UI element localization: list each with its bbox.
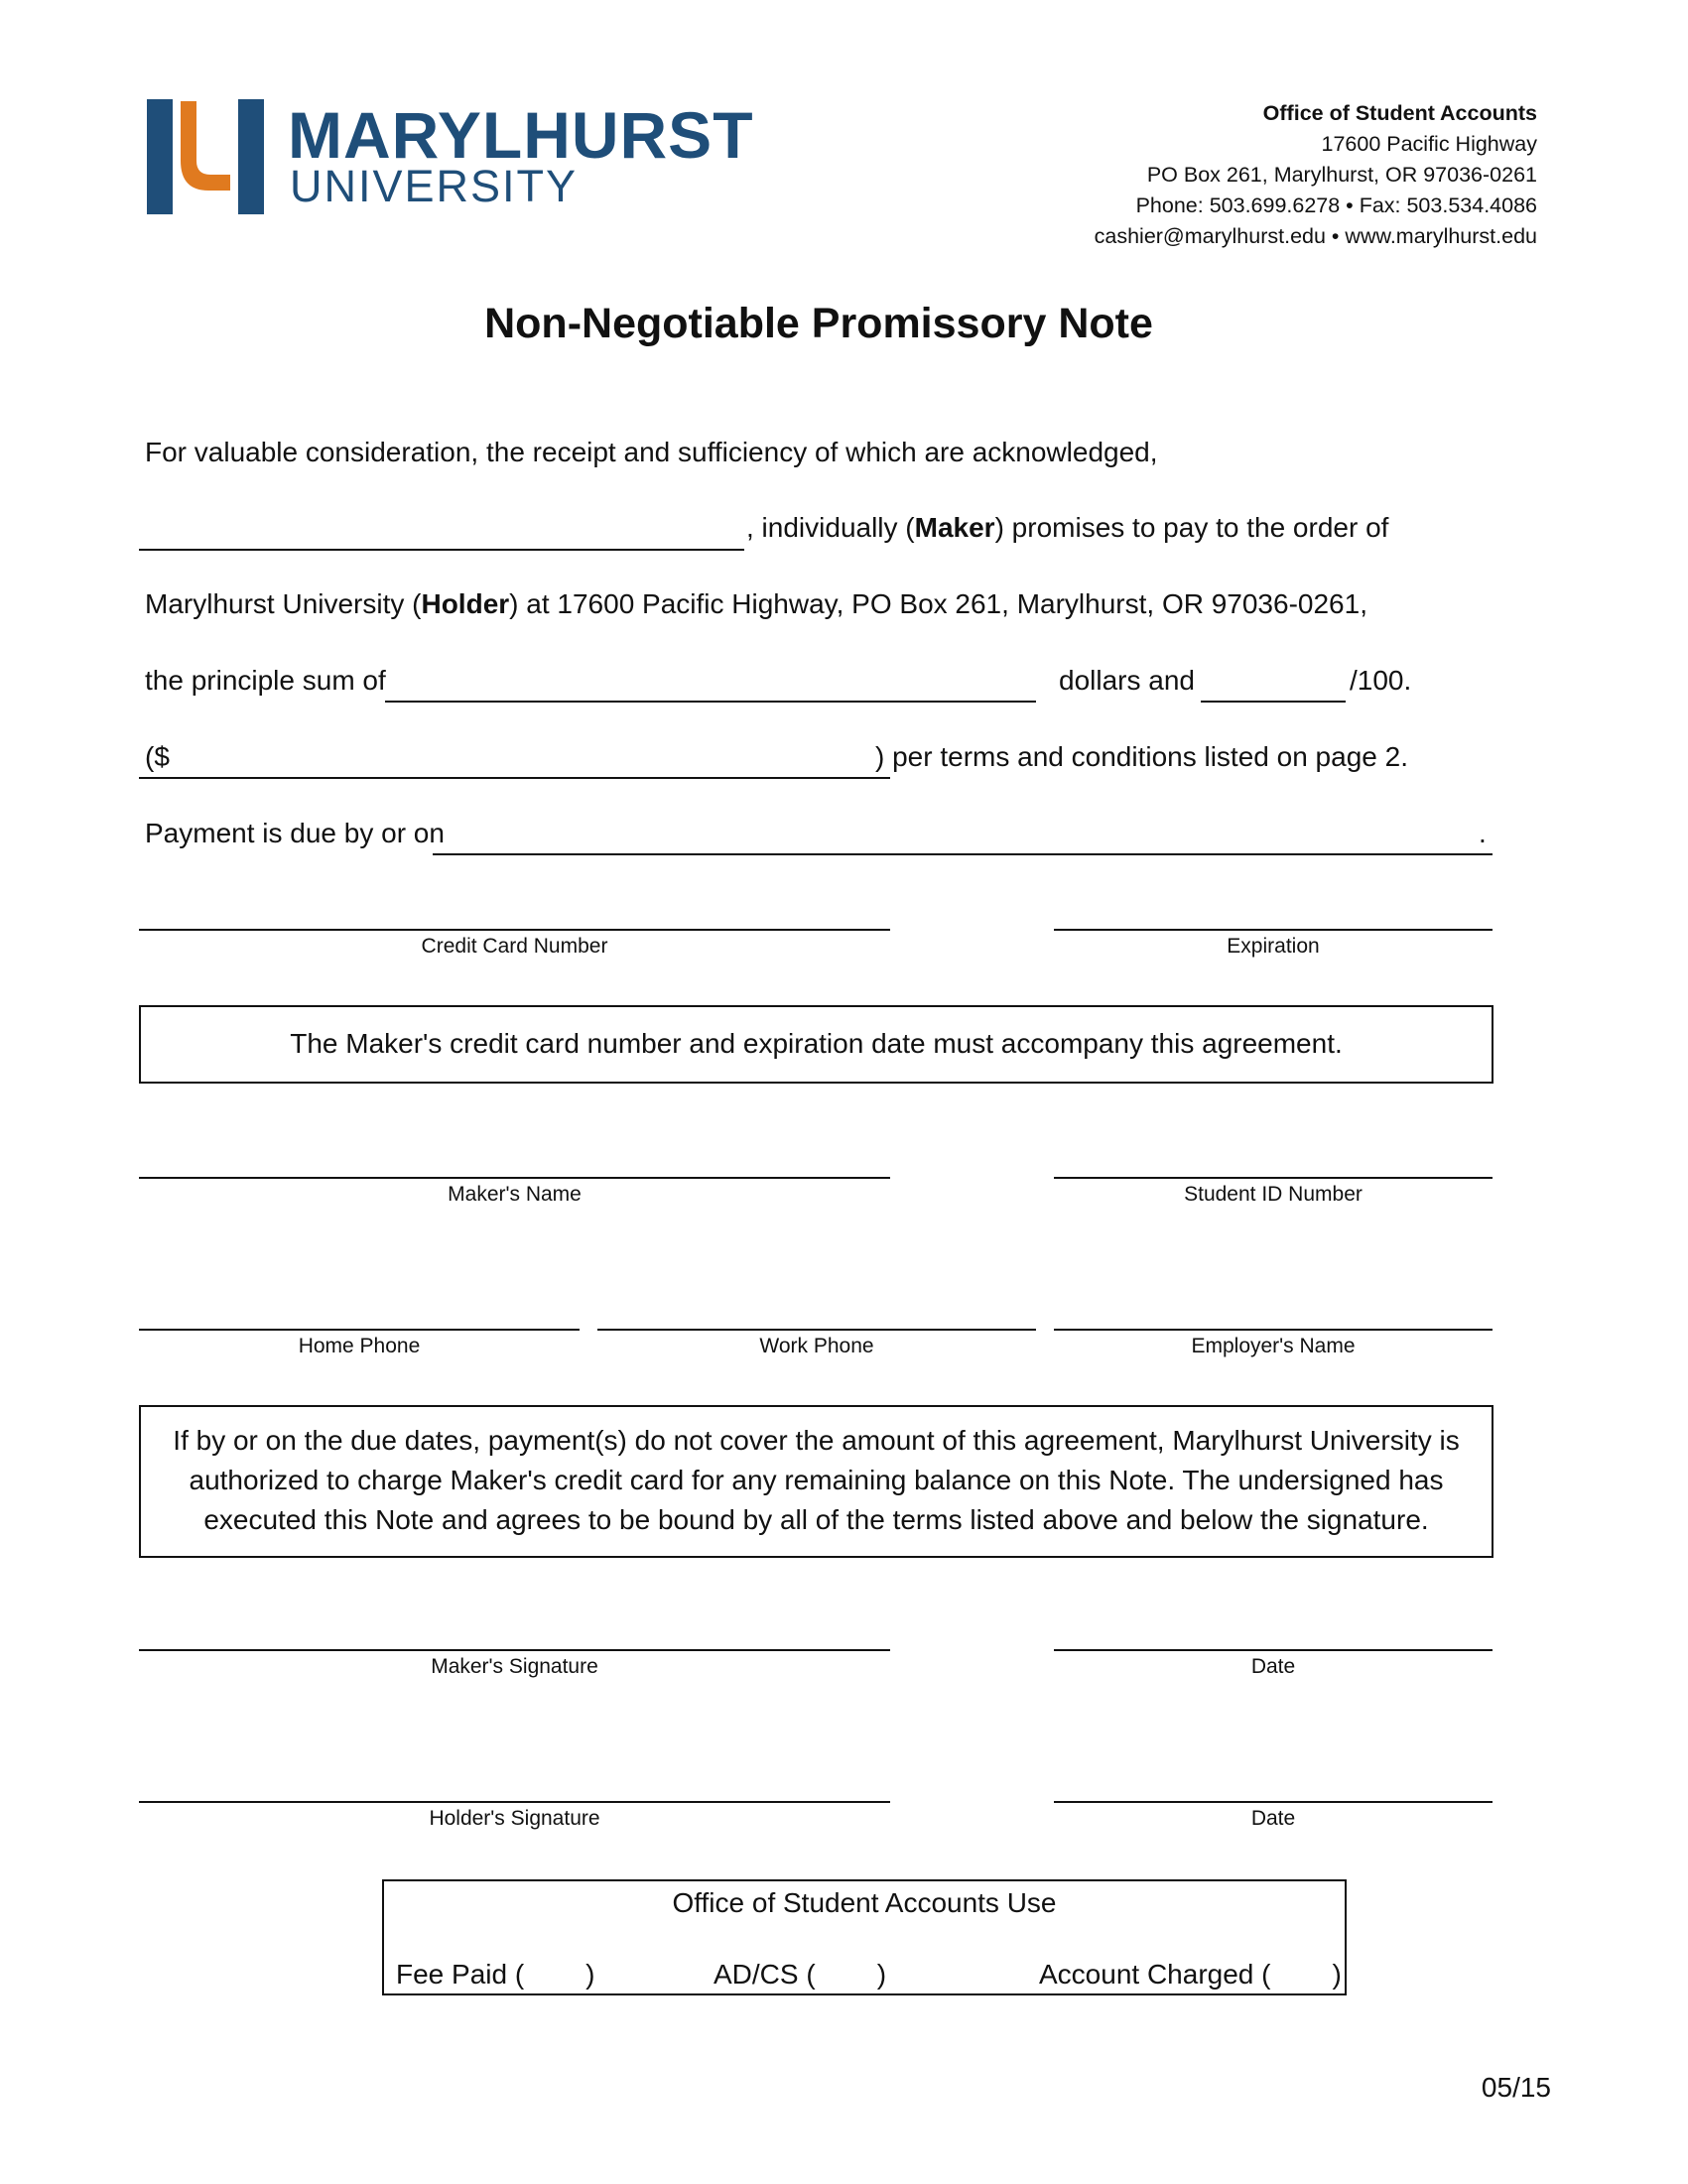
due-date-blank[interactable] — [433, 853, 1493, 855]
amount-open-label: ($ — [145, 741, 170, 772]
principal-sum-blank[interactable] — [385, 701, 1036, 703]
due-date-period: . — [1479, 818, 1487, 848]
cents-blank[interactable] — [1201, 701, 1346, 703]
credit-card-number-line[interactable] — [139, 929, 890, 931]
student-id-label: Student ID Number — [1184, 1183, 1363, 1206]
body-line-2: , individually (Maker) promises to pay to the order of — [746, 512, 1389, 543]
makers-date-line[interactable] — [1054, 1649, 1493, 1651]
home-phone-label: Home Phone — [298, 1335, 421, 1357]
office-use-title: Office of Student Accounts Use — [672, 1887, 1057, 1918]
authorization-notice-box — [139, 1405, 1493, 1558]
office-email-web: cashier@marylhurst.edu • www.marylhurst.edu — [1094, 224, 1537, 248]
cents-suffix: /100. — [1350, 665, 1412, 696]
office-name: Office of Student Accounts — [1262, 101, 1537, 125]
makers-signature-label: Maker's Signature — [431, 1655, 598, 1678]
fee-paid-field[interactable]: Fee Paid ( ) — [396, 1959, 595, 1990]
body-line-1: For valuable consideration, the receipt and sufficiency of which are acknowledged, — [145, 437, 1158, 467]
body-line-3: Marylhurst University (Holder) at 17600 Pacific Highway, PO Box 261, Marylhurst, OR 97036-0261, — [145, 588, 1367, 619]
authorization-notice-line-1: If by or on the due dates, payment(s) do not cover the amount of this agreement, Marylhurst University is — [173, 1425, 1460, 1456]
office-street: 17600 Pacific Highway — [1321, 132, 1537, 156]
amount-terms-label: ) per terms and conditions listed on page 2. — [875, 741, 1408, 772]
amount-numeric-blank[interactable] — [139, 777, 890, 779]
authorization-notice-line-3: executed this Note and agrees to be bound by all of the terms listed above and below the signature. — [203, 1504, 1429, 1535]
principal-sum-label: the principle sum of — [145, 665, 386, 696]
office-po-box: PO Box 261, Marylhurst, OR 97036-0261 — [1146, 163, 1537, 187]
expiration-label: Expiration — [1227, 935, 1320, 958]
holders-date-label: Date — [1250, 1807, 1296, 1830]
employer-name-line[interactable] — [1054, 1329, 1493, 1331]
expiration-line[interactable] — [1054, 929, 1493, 931]
employer-name-label: Employer's Name — [1191, 1335, 1356, 1357]
credit-card-notice-box — [139, 1005, 1493, 1084]
adcs-field[interactable]: AD/CS ( ) — [714, 1959, 887, 1990]
due-date-label: Payment is due by or on — [145, 818, 445, 848]
credit-card-number-label: Credit Card Number — [421, 935, 608, 958]
makers-date-label: Date — [1250, 1655, 1296, 1678]
university-logo-mark — [147, 99, 266, 214]
work-phone-label: Work Phone — [759, 1335, 874, 1357]
office-use-box — [382, 1879, 1347, 1995]
dollars-and-label: dollars and — [1059, 665, 1195, 696]
holders-date-line[interactable] — [1054, 1801, 1493, 1803]
logo-wordmark-secondary: UNIVERSITY — [290, 161, 579, 211]
account-charged-field[interactable]: Account Charged ( ) — [1039, 1959, 1342, 1990]
holders-signature-line[interactable] — [139, 1801, 890, 1803]
form-version: 05/15 — [1481, 2072, 1551, 2103]
student-id-line[interactable] — [1054, 1177, 1493, 1179]
holders-signature-label: Holder's Signature — [429, 1807, 600, 1830]
credit-card-notice-text: The Maker's credit card number and expiration date must accompany this agreement. — [290, 1028, 1343, 1059]
makers-name-line[interactable] — [139, 1177, 890, 1179]
home-phone-line[interactable] — [139, 1329, 580, 1331]
makers-name-label: Maker's Name — [448, 1183, 582, 1206]
logo-wordmark-primary: MARYLHURST — [288, 98, 754, 172]
office-phone-fax: Phone: 503.699.6278 • Fax: 503.534.4086 — [1135, 193, 1537, 217]
document-title: Non-Negotiable Promissory Note — [484, 300, 1153, 347]
authorization-notice-line-2: authorized to charge Maker's credit card for any remaining balance on this Note. The undersigned has — [189, 1465, 1444, 1495]
maker-name-blank[interactable] — [139, 549, 744, 551]
work-phone-line[interactable] — [597, 1329, 1036, 1331]
makers-signature-line[interactable] — [139, 1649, 890, 1651]
